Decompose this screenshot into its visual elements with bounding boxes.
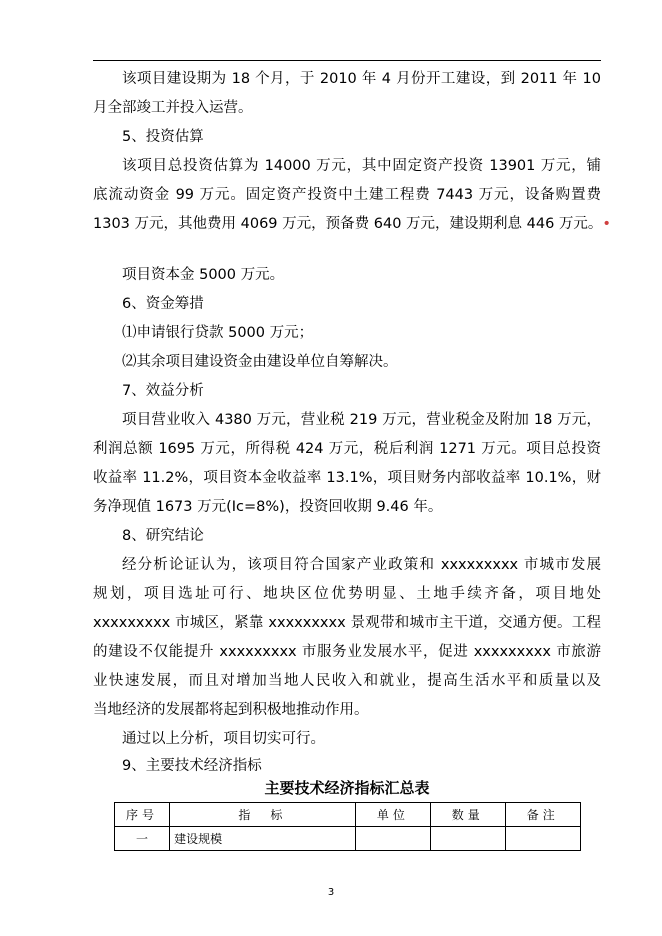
line: 经分析论证认为，该项目符合国家产业政策和 xxxxxxxxx 市城市发展 <box>122 557 601 573</box>
line: 该项目总投资估算为 14000 万元，其中固定资产投资 13901 万元，铺 <box>122 158 601 174</box>
table-cell: 一 <box>115 827 170 851</box>
table-row <box>115 827 581 851</box>
list-item: ⑵其余项目建设资金由建设单位自筹解决。 <box>122 354 398 370</box>
line: 当地经济的发展都将起到积极地推动作用。 <box>93 702 369 718</box>
heading-investment-estimate: 5、投资估算 <box>122 129 204 145</box>
heading-financing: 6、资金筹措 <box>122 296 204 312</box>
table-cell <box>505 827 580 851</box>
heading-conclusion: 8、研究结论 <box>122 528 204 544</box>
table-cell <box>355 827 430 851</box>
line: 的建设不仅能提升 xxxxxxxxx 市服务业发展水平，促进 xxxxxxxxx 市旅游 <box>93 644 601 660</box>
line-text: 1303 万元，其他费用 4069 万元，预备费 640 万元，建设期利息 446 万元。 <box>93 216 603 232</box>
line: 该项目建设期为 18 个月，于 2010 年 4 月份开工建设，到 2011 年 10 <box>122 71 601 87</box>
list-item: ⑴申请银行贷款 5000 万元； <box>122 325 314 341</box>
table-title: 主要技术经济指标汇总表 <box>264 779 430 797</box>
page-number: 3 <box>327 887 335 898</box>
line: 收益率 11.2%，项目资本金收益率 13.1%，项目财务内部收益率 10.1%，财 <box>93 470 601 486</box>
line: xxxxxxxxx 市城区，紧靠 xxxxxxxxx 景观带和城市主干道，交通方便。工程 <box>93 615 601 631</box>
indicator-summary-table <box>114 802 581 851</box>
line <box>93 210 611 239</box>
line: 底流动资金 99 万元。固定资产投资中土建工程费 7443 万元，设备购置费 <box>93 187 601 203</box>
paragraph-conclusion <box>93 551 601 725</box>
column-header-remarks: 备注 <box>505 803 580 827</box>
table-header-row <box>115 803 581 827</box>
column-header-unit: 单位 <box>355 803 430 827</box>
line: 月全部竣工并投入运营。 <box>93 100 253 116</box>
table-cell: 建设规模 <box>170 827 356 851</box>
line: 项目营业收入 4380 万元，营业税 219 万元，营业税金及附加 18 万元， <box>122 412 601 428</box>
edit-mark: • <box>602 216 611 232</box>
header-rule <box>93 60 601 61</box>
paragraph-investment-estimate <box>93 152 611 239</box>
heading-benefit-analysis: 7、效益分析 <box>122 383 204 399</box>
paragraph-construction-period <box>93 65 601 123</box>
line: 务净现值 1673 万元(Ic=8%)，投资回收期 9.46 年。 <box>93 499 443 515</box>
table-cell <box>431 827 505 851</box>
column-header-quantity: 数量 <box>431 803 505 827</box>
paragraph-feasible: 通过以上分析，项目切实可行。 <box>122 731 325 747</box>
paragraph-benefit-analysis <box>93 406 601 522</box>
line: 规划，项目选址可行、地块区位优势明显、土地手续齐备，项目地处 <box>93 586 601 602</box>
column-header-seq: 序号 <box>115 803 170 827</box>
heading-key-indicators: 9、主要技术经济指标 <box>122 758 262 774</box>
paragraph-capital: 项目资本金 5000 万元。 <box>122 267 285 283</box>
line: 利润总额 1695 万元，所得税 424 万元，税后利润 1271 万元。项目总投资 <box>93 441 601 457</box>
line: 业快速发展，而且对增加当地人民收入和就业，提高生活水平和质量以及 <box>93 673 601 689</box>
column-header-indicator: 指 标 <box>170 803 356 827</box>
